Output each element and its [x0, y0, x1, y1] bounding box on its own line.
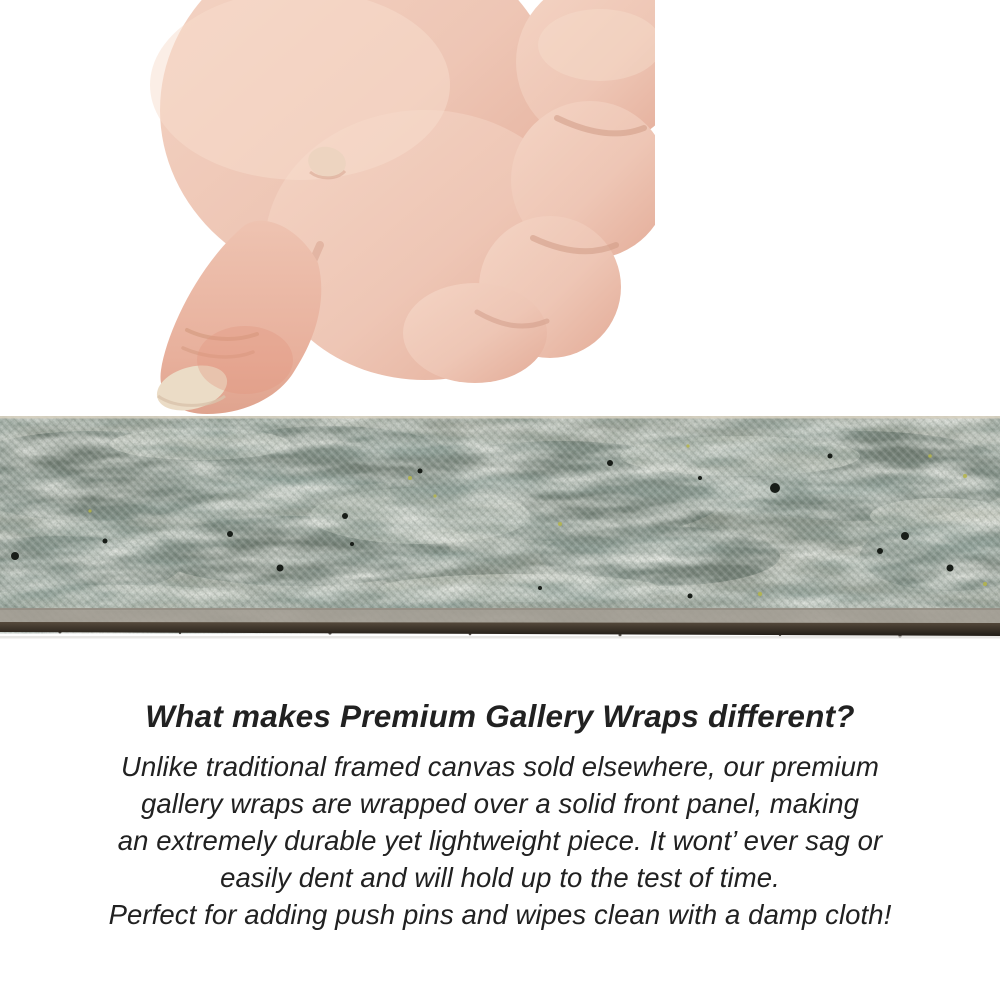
- body-line-5: Perfect for adding push pins and wipes clean with a damp cloth!: [108, 899, 892, 930]
- body-line-4: easily dent and will hold up to the test of time.: [220, 862, 780, 893]
- marketing-text: [0, 698, 1000, 933]
- hand-illustration: [95, 0, 655, 420]
- panel-edge: [0, 622, 1000, 636]
- heading: What makes Premium Gallery Wraps different?: [145, 698, 855, 734]
- canvas-texture: [0, 416, 1000, 640]
- canvas-strip: [0, 416, 1000, 640]
- body-line-2: gallery wraps are wrapped over a solid front panel, making: [140, 788, 860, 819]
- canvas-fold-band: [0, 608, 1000, 623]
- strip-shadow: [0, 636, 1000, 639]
- body-line-3: an extremely durable yet lightweight piece. It wont’ ever sag or: [117, 825, 883, 856]
- body-line-1: Unlike traditional framed canvas sold elsewhere, our premium: [120, 751, 879, 782]
- hand-photo: [95, 0, 655, 420]
- thumb: [152, 221, 322, 418]
